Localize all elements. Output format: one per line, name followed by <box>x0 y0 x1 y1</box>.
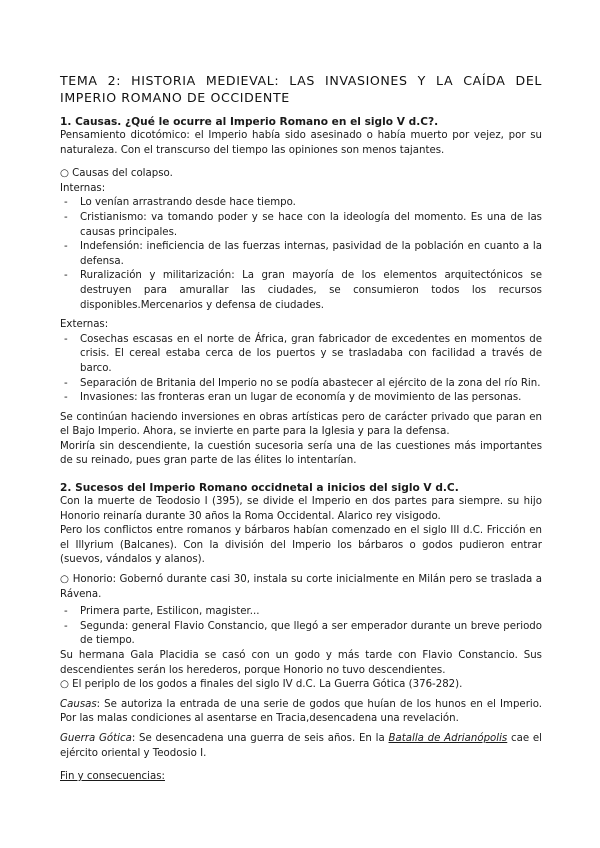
list-item: - Lo venían arrastrando desde hace tiempo. <box>80 196 542 211</box>
collapse-label: ○ Causas del colapso. <box>60 168 173 180</box>
list-item: - Ruralización y militarización: La gran mayoría de los elementos arquitectónicos se destruyen para amurallar las ciudades, se consumieron todos los recursos disponibles.Mercenarios y defensa de ciudades. <box>80 269 542 313</box>
causas-paragraph <box>60 698 542 727</box>
list-item: - Separación de Britania del Imperio no se podía abastecer al ejército de la zona del río Rin. <box>80 377 542 392</box>
section-2-paragraph-3: Su hermana Gala Placidia se casó con un godo y más tarde con Flavio Constancio. Sus descendientes serán los herederos, porque Honorio no tuvo descendientes. <box>60 650 542 676</box>
page-title: TEMA 2: HISTORIA MEDIEVAL: LAS INVASIONES Y LA CAÍDA DEL IMPERIO ROMANO DE OCCIDENTE <box>60 73 542 105</box>
causas-label: Causas <box>60 698 97 710</box>
adrianopolis-link[interactable]: Batalla de Adrianópolis <box>388 732 508 744</box>
section-2-paragraph-2: Pero los conflictos entre romanos y bárbaros habían comenzado en el siglo III d.C. Fricción en el Illyrium (Balcanes). Con la división del Imperio los bárbaros o godos pudieron entrar (suevos, vándalos y alanos). <box>60 525 542 566</box>
document-page <box>60 72 542 785</box>
section-1-intro: Pensamiento dicotómico: el Imperio había sido asesinado o había muerto por vejez, por su naturaleza. Con el transcurso del tiempo las opiniones son menos tajantes. <box>60 130 542 156</box>
section-2-heading: 2. Sucesos del Imperio Romano occidnetal a inicios del siglo V d.C. <box>60 482 459 495</box>
closing-paragraph-1: Se continúan haciendo inversiones en obras artísticas pero de carácter privado que paran en el Bajo Imperio. Ahora, se invierte en parte para la Iglesia y para la defensa. <box>60 411 542 438</box>
guerra-label: Guerra Gótica <box>60 732 132 744</box>
causas-text: : Se autoriza la entrada de una serie de godos que huían de los hunos en el Imperio. Por las malas condiciones al asentarse en Tracia,desencadena una revelación. <box>60 698 542 725</box>
guerra-text-2: cae el ejército oriental y Teodosio I. <box>60 732 543 759</box>
internas-label: Internas: <box>60 182 106 194</box>
section-2-paragraph-4: ○ El periplo de los godos a finales del siglo IV d.C. La Guerra Gótica (376-282). <box>60 679 463 691</box>
closing-paragraph-2: Moriría sin descendiente, la cuestión sucesoria sería una de las cuestiones más importantes de su reinado, pues gran parte de las élites lo intentarían. <box>60 440 542 467</box>
honorio-list <box>60 605 542 649</box>
internas-list <box>60 196 542 313</box>
guerra-paragraph <box>60 732 542 761</box>
section-2-paragraph-1: Con la muerte de Teodosio I (395), se divide el Imperio en dos partes para siempre. su hijo Honorio reinaría durante 30 años la Roma Occidental. Alarico rey visigodo. <box>60 496 542 522</box>
honorio-paragraph: ○ Honorio: Gobernó durante casi 30, instala su corte inicialmente en Milán pero se traslada a Rávena. <box>60 574 542 600</box>
fin-heading: Fin y consecuencias: <box>60 771 165 783</box>
list-item: - Cosechas escasas en el norte de África, gran fabricador de excedentes en momentos de crisis. El cereal estaba cerca de los puertos y se trasladaba con facilidad a través de barco. <box>80 333 542 377</box>
externas-list <box>60 333 542 406</box>
list-item: - Segunda: general Flavio Constancio, que llegó a ser emperador durante un breve periodo de tiempo. <box>80 620 542 649</box>
list-item: - Indefensión: ineficiencia de las fuerzas internas, pasividad de la población en cuanto a la defensa. <box>80 240 542 269</box>
section-1-heading: 1. Causas. ¿Qué le ocurre al Imperio Romano en el siglo V d.C?. <box>60 116 439 128</box>
list-item: - Cristianismo: va tomando poder y se hace con la ideología del momento. Es una de las causas principales. <box>80 211 542 240</box>
guerra-text-1: : Se desencadena una guerra de seis años. En la <box>131 732 389 744</box>
list-item: - Primera parte, Estilicon, magister... <box>80 605 542 620</box>
list-item: - Invasiones: las fronteras eran un lugar de economía y de movimiento de las personas. <box>80 391 542 406</box>
externas-label: Externas: <box>60 319 109 331</box>
